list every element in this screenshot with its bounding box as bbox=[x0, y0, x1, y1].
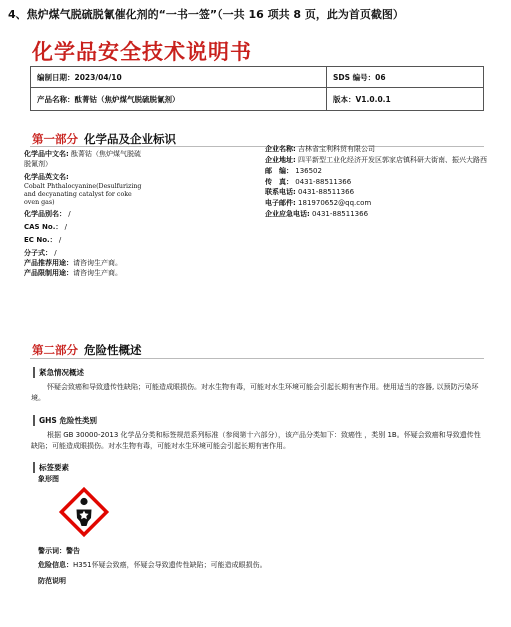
email-label: 电子邮件: bbox=[265, 199, 296, 208]
meta-row-product bbox=[31, 88, 483, 110]
fax-label: 传 真： bbox=[265, 177, 293, 186]
restrict-field bbox=[24, 269, 144, 279]
precaution-heading: 防范说明 bbox=[38, 577, 66, 585]
address-label: 企业地址: bbox=[265, 155, 296, 164]
cn-name-field bbox=[24, 150, 144, 170]
product-label: 产品名称： bbox=[37, 94, 75, 104]
company-value: 吉林省宝利科贸有限公司 bbox=[298, 145, 376, 153]
formula-field bbox=[24, 249, 144, 259]
alias-field bbox=[24, 210, 144, 220]
phone-value: 0431-88511366 bbox=[298, 188, 355, 197]
en-name-label: 化学品英文名: bbox=[24, 172, 69, 181]
ghs-category-heading: GHS 危险性类别 bbox=[33, 415, 97, 426]
postcode-value: 136502 bbox=[295, 166, 322, 175]
emergency-phone-value: 0431-88511366 bbox=[312, 210, 369, 219]
section1-number: 第一部分 bbox=[32, 132, 78, 146]
recommend-value: 请咨询生产商。 bbox=[73, 259, 122, 268]
date-cell bbox=[31, 67, 327, 87]
hazard-info-value: H351怀疑会致癌，怀疑会导致遗传性缺陷；可能造成眼损伤。 bbox=[73, 561, 267, 569]
restrict-label: 产品限制用途： bbox=[24, 269, 73, 278]
phone-field bbox=[265, 187, 495, 198]
section1-heading bbox=[32, 131, 176, 147]
signal-word-value: 警告 bbox=[66, 547, 80, 555]
company-label: 企业名称: bbox=[265, 145, 296, 153]
fax-value: 0431-88511366 bbox=[295, 177, 352, 186]
version-label: 版本： bbox=[333, 94, 356, 104]
ec-label: EC No.： bbox=[24, 236, 57, 245]
cas-label: CAS No.： bbox=[24, 223, 63, 232]
emergency-phone-label: 企业应急电话: bbox=[265, 210, 310, 219]
company-info bbox=[265, 144, 495, 220]
sds-label: SDS 编号： bbox=[333, 72, 376, 82]
cas-value: / bbox=[64, 223, 67, 232]
section2-divider bbox=[30, 358, 484, 359]
meta-table bbox=[30, 66, 484, 111]
cn-name-value: 酞菁钴（焦炉煤气脱硫脱氰剂） bbox=[24, 150, 142, 168]
alias-label: 化学品别名： bbox=[24, 210, 66, 219]
ghs-category-text: 根据 GB 30000-2013 化学品分类和标签规范系列标准（参阅第十六部分），该产品分类如下：致癌性 ，类别 1B。怀疑会致癌和导致遗传性缺陷；可能造成眼损伤。对水生物有毒，可能对水生环境可能会引起长期有害作用。 bbox=[31, 431, 481, 450]
signal-word-field bbox=[38, 546, 80, 556]
cas-field bbox=[24, 223, 144, 233]
hazard-info-label: 危险信息： bbox=[38, 561, 73, 569]
date-value: 2023/04/10 bbox=[74, 72, 122, 82]
page-caption: 4、焦炉煤气脱硫脱氰催化剂的“一书一签”（一共 16 项共 8 页，此为首页截图） bbox=[8, 8, 404, 21]
company-field bbox=[265, 144, 495, 155]
postcode-label: 邮 编： bbox=[265, 166, 293, 175]
postcode-field bbox=[265, 166, 495, 177]
meta-row-date bbox=[31, 67, 483, 88]
email-field bbox=[265, 198, 495, 209]
hazard-info-field bbox=[38, 560, 267, 570]
version-value: V1.0.0.1 bbox=[355, 94, 391, 104]
section2-number: 第二部分 bbox=[32, 343, 78, 357]
email-value: 181970652@qq.com bbox=[298, 199, 372, 208]
cn-name-label: 化学品中文名: bbox=[24, 150, 69, 158]
emergency-phone-field bbox=[265, 209, 495, 220]
section2-title: 危险性概述 bbox=[84, 343, 142, 357]
product-cell bbox=[31, 88, 327, 110]
product-value: 酞菁钴（焦炉煤气脱硫脱氰剂） bbox=[74, 94, 180, 104]
restrict-value: 请咨询生产商。 bbox=[73, 269, 122, 278]
sds-cell bbox=[327, 67, 483, 87]
signal-word-label: 警示词： bbox=[38, 547, 66, 555]
ec-value: / bbox=[58, 236, 62, 245]
fax-field bbox=[265, 177, 495, 188]
address-field bbox=[265, 155, 495, 166]
label-elements-heading: 标签要素 bbox=[33, 462, 69, 473]
chemical-identity bbox=[24, 150, 144, 279]
address-value: 四平新型工业化经济开发区郭家店镇科研大街南、振兴大路西 bbox=[298, 155, 488, 164]
section2-heading bbox=[32, 342, 142, 358]
health-hazard-icon bbox=[57, 485, 111, 539]
phone-label: 联系电话: bbox=[265, 188, 296, 197]
alias-value: / bbox=[68, 210, 71, 219]
ec-field bbox=[24, 236, 144, 246]
pictogram-label: 象形图 bbox=[38, 475, 59, 483]
document-title: 化学品安全技术说明书 bbox=[32, 40, 252, 64]
recommend-field bbox=[24, 259, 144, 269]
formula-label: 分子式： bbox=[24, 249, 52, 258]
version-cell bbox=[327, 88, 483, 110]
recommend-label: 产品推荐用途： bbox=[24, 259, 73, 268]
formula-value: / bbox=[54, 249, 57, 258]
emergency-overview-text: 怀疑会致癌和导致遗传性缺陷；可能造成眼损伤。对水生物有毒，可能对水生环境可能会引起长期有害作用。使用适当的容器, 以预防污染环境。 bbox=[31, 383, 479, 402]
emergency-overview-heading: 紧急情况概述 bbox=[33, 367, 84, 378]
sds-value: 06 bbox=[375, 72, 386, 82]
date-label: 编制日期： bbox=[37, 72, 75, 82]
section1-title: 化学品及企业标识 bbox=[84, 132, 176, 146]
en-name-value: Cobalt Phthalocyanine(Desulfurizing and decyanating catalyst for coke oven gas) bbox=[24, 182, 142, 207]
